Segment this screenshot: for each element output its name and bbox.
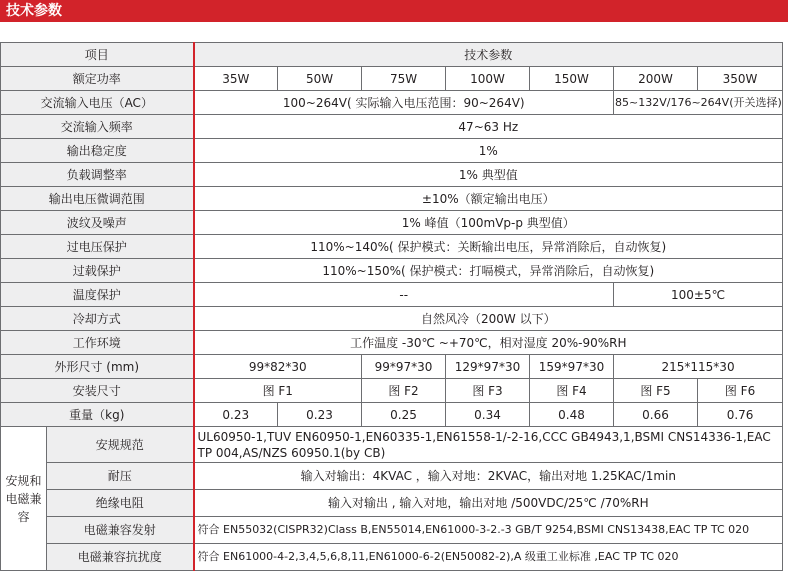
row-label-safety-std: 安规规范 (47, 427, 194, 463)
temp-protection-value-a: -- (194, 283, 614, 307)
table-row-ac-input-freq (1, 115, 783, 139)
power-cell: 75W (362, 67, 446, 91)
row-label-ac-input-voltage: 交流输入电压（AC） (1, 91, 194, 115)
table-row-header (1, 43, 783, 67)
power-cell: 35W (194, 67, 278, 91)
table-row-emi (1, 517, 783, 544)
mounting-cell: 图 F3 (446, 379, 530, 403)
safety-std-value: UL60950-1,TUV EN60950-1,EN60335-1,EN61558-1/-2-16,CCC GB4943,1,BSMI CNS14336-1,EAC TP 004,AS/NZS 60950.1(by CB) (194, 427, 783, 463)
row-label-ems: 电磁兼容抗扰度 (47, 544, 194, 571)
table-row-rated-power (1, 67, 783, 91)
table-row-ems (1, 544, 783, 571)
header-params-cell: 技术参数 (194, 43, 783, 67)
load-regulation-value: 1% 典型值 (194, 163, 783, 187)
table-row-dimensions (1, 355, 783, 379)
ems-value: 符合 EN61000-4-2,3,4,5,6,8,11,EN61000-6-2(EN50082-2),A 级重工业标准 ,EAC TP TC 020 (194, 544, 783, 571)
row-label-ripple-noise: 波纹及噪声 (1, 211, 194, 235)
ac-freq-value: 47~63 Hz (194, 115, 783, 139)
overload-value: 110%~150%( 保护模式：打嗝模式，异常消除后，自动恢复) (194, 259, 783, 283)
temp-protection-value-b: 100±5℃ (614, 283, 783, 307)
table-row-ac-input-voltage (1, 91, 783, 115)
weight-cell: 0.48 (530, 403, 614, 427)
insulation-value: 输入对输出 , 输入对地，输出对地 /500VDC/25℃ /70%RH (194, 490, 783, 517)
table-row-output-stability (1, 139, 783, 163)
dimension-cell: 99*82*30 (194, 355, 362, 379)
table-row-ripple-noise (1, 211, 783, 235)
row-label-cooling: 冷却方式 (1, 307, 194, 331)
ac-voltage-range-b: 85~132V/176~264V(开关选择) (614, 91, 783, 115)
section-header-bar (0, 0, 788, 22)
row-label-temp-protection: 温度保护 (1, 283, 194, 307)
row-label-output-stability: 输出稳定度 (1, 139, 194, 163)
output-voltage-adj-value: ±10%（额定输出电压） (194, 187, 783, 211)
mounting-cell: 图 F4 (530, 379, 614, 403)
ripple-noise-value: 1% 峰值（100mVp-p 典型值） (194, 211, 783, 235)
row-label-overload: 过载保护 (1, 259, 194, 283)
withstand-value: 输入对输出：4KVAC ，输入对地：2KVAC，输出对地 1.25KAC/1min (194, 463, 783, 490)
row-label-weight: 重量（kg) (1, 403, 194, 427)
weight-cell: 0.23 (278, 403, 362, 427)
row-label-mounting: 安装尺寸 (1, 379, 194, 403)
dimension-cell: 215*115*30 (614, 355, 783, 379)
cooling-value: 自然风冷（200W 以下） (194, 307, 783, 331)
header-item-cell: 项目 (1, 43, 194, 67)
row-label-rated-power: 额定功率 (1, 67, 194, 91)
row-label-emi: 电磁兼容发射 (47, 517, 194, 544)
table-row-over-voltage (1, 235, 783, 259)
weight-cell: 0.76 (698, 403, 783, 427)
table-row-mounting (1, 379, 783, 403)
mounting-cell: 图 F2 (362, 379, 446, 403)
environment-value: 工作温度 -30℃ ~+70℃，相对湿度 20%-90%RH (194, 331, 783, 355)
row-label-insulation: 绝缘电阻 (47, 490, 194, 517)
table-row-cooling (1, 307, 783, 331)
row-label-environment: 工作环境 (1, 331, 194, 355)
table-row-insulation (1, 490, 783, 517)
ac-voltage-range-a: 100~264V( 实际输入电压范围：90~264V) (194, 91, 614, 115)
mounting-cell: 图 F5 (614, 379, 698, 403)
mounting-cell: 图 F1 (194, 379, 362, 403)
table-row-weight (1, 403, 783, 427)
table-row-temp-protection (1, 283, 783, 307)
table-row-environment (1, 331, 783, 355)
row-label-dimensions: 外形尺寸 (mm) (1, 355, 194, 379)
power-cell: 200W (614, 67, 698, 91)
row-label-withstand: 耐压 (47, 463, 194, 490)
table-row-output-voltage-adj (1, 187, 783, 211)
table-row-safety-std (1, 427, 783, 463)
table-row-overload (1, 259, 783, 283)
mounting-cell: 图 F6 (698, 379, 783, 403)
power-cell: 50W (278, 67, 362, 91)
over-voltage-value: 110%~140%( 保护模式：关断输出电压，异常消除后，自动恢复) (194, 235, 783, 259)
weight-cell: 0.66 (614, 403, 698, 427)
emi-value: 符合 EN55032(CISPR32)Class B,EN55014,EN61000-3-2.-3 GB/T 9254,BSMI CNS13438,EAC TP TC 020 (194, 517, 783, 544)
row-label-ac-input-freq: 交流输入频率 (1, 115, 194, 139)
weight-cell: 0.34 (446, 403, 530, 427)
dimension-cell: 99*97*30 (362, 355, 446, 379)
row-label-output-voltage-adj: 输出电压微调范围 (1, 187, 194, 211)
safety-emc-group-label: 安规和电磁兼容 (1, 427, 47, 571)
power-cell: 350W (698, 67, 783, 91)
dimension-cell: 159*97*30 (530, 355, 614, 379)
weight-cell: 0.23 (194, 403, 278, 427)
power-cell: 100W (446, 67, 530, 91)
output-stability-value: 1% (194, 139, 783, 163)
power-cell: 150W (530, 67, 614, 91)
dimension-cell: 129*97*30 (446, 355, 530, 379)
weight-cell: 0.25 (362, 403, 446, 427)
table-row-load-regulation (1, 163, 783, 187)
row-label-load-regulation: 负载调整率 (1, 163, 194, 187)
section-title: 技术参数 (6, 3, 62, 19)
spec-table (0, 42, 783, 571)
table-row-withstand (1, 463, 783, 490)
row-label-over-voltage: 过电压保护 (1, 235, 194, 259)
